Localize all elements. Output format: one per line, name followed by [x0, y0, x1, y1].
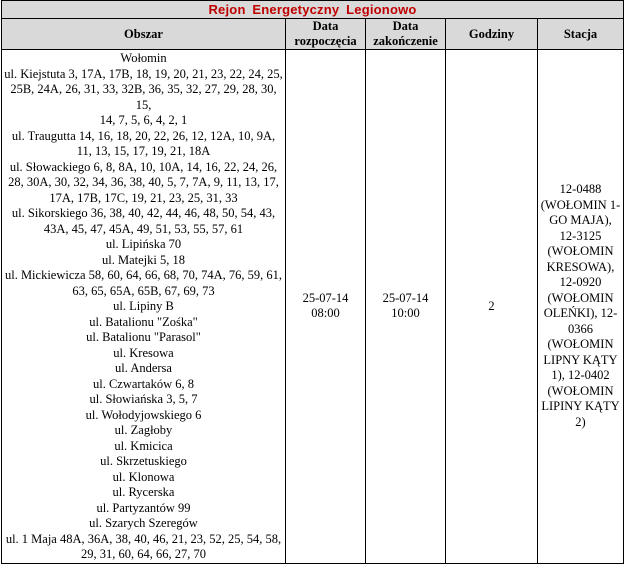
- obszar-line: ul. Partyzantów 99: [96, 500, 191, 515]
- stacja-line: (WOŁOMIN: [547, 290, 614, 305]
- obszar-line: ul. Matejki 5, 18: [102, 252, 185, 267]
- table-row: [2, 50, 624, 564]
- stacja-cell: [538, 50, 624, 564]
- obszar-line: ul. Batalionu "Zośka": [89, 314, 198, 329]
- obszar-line: ul. 1 Maja 48A, 36A, 38, 40, 46, 21, 23, 52, 25, 54, 58,: [5, 531, 282, 546]
- obszar-line: ul. Mickiewicza 58, 60, 64, 66, 68, 70, 74A, 76, 59, 61,: [4, 268, 283, 282]
- obszar-line: ul. Kiejstuta 3, 17A, 17B, 18, 19, 20, 21, 23, 22, 24, 25,: [4, 66, 283, 81]
- obszar-line: 28, 30A, 30, 32, 34, 36, 38, 40, 5, 7, 7A, 9, 11, 13, 17,: [8, 175, 279, 189]
- godziny-cell: 2: [446, 50, 538, 564]
- obszar-line: ul. Lipiny B: [113, 299, 174, 313]
- outage-table: [1, 0, 624, 564]
- obszar-line: 14, 7, 5, 6, 4, 2, 1: [99, 113, 188, 127]
- obszar-line: ul. Sikorskiego 36, 38, 40, 42, 44, 46, 48, 50, 54, 43,: [11, 206, 276, 220]
- obszar-line: ul. Zagłoby: [114, 423, 173, 437]
- obszar-line: ul. Traugutta 14, 16, 18, 20, 22, 26, 12, 12A, 10, 9A,: [11, 128, 276, 143]
- header-data-zakonczenie-line2: zakończenie: [373, 34, 438, 48]
- title-row: [2, 1, 624, 19]
- obszar-line: ul. Lipińska 70: [105, 237, 182, 251]
- obszar-line: ul. Skrzetuskiego: [100, 454, 187, 468]
- stacja-line: (WOŁOMIN 1-: [540, 197, 621, 212]
- obszar-line: ul. Rycerska: [112, 485, 175, 499]
- obszar-line: 29, 31, 60, 64, 66, 27, 70: [81, 547, 206, 561]
- obszar-line: Wołomin: [120, 51, 167, 65]
- stacja-line: (WOŁOMIN: [547, 337, 614, 352]
- header-godziny: Godziny: [446, 19, 538, 50]
- obszar-line: 17A, 17B, 17C, 19, 21, 23, 25, 31, 33: [49, 190, 238, 205]
- obszar-line: ul. Klonowa: [112, 469, 175, 484]
- obszar-line: 43A, 45, 47, 45A, 49, 51, 53, 55, 57, 61: [43, 221, 244, 236]
- obszar-line: ul. Słowiańska 3, 5, 7: [89, 392, 198, 406]
- header-stacja: Stacja: [538, 19, 624, 50]
- header-data-rozpoczecia: [286, 19, 366, 50]
- stacja-line: 1), 12-0402: [551, 368, 610, 383]
- stacja-line: (WOŁOMIN: [547, 383, 614, 398]
- obszar-line: ul. Andersa: [115, 361, 172, 375]
- data-zakonczenie-cell: 25-07-14 10:00: [366, 50, 446, 564]
- stacja-line: 12-0488: [559, 182, 602, 197]
- stacja-line: 12-3125: [559, 228, 602, 243]
- stacja-line: 12-0920: [559, 275, 602, 290]
- header-obszar: Obszar: [2, 19, 286, 50]
- obszar-line: ul. Batalionu "Parasol": [86, 330, 201, 344]
- obszar-line: ul. Czwartaków 6, 8: [92, 376, 195, 391]
- obszar-line: 11, 13, 15, 17, 19, 21, 18A: [76, 144, 211, 158]
- obszar-line: 63, 65, 65A, 65B, 67, 69, 73: [72, 283, 215, 298]
- stacja-line: KRESOWA),: [546, 259, 615, 274]
- stacja-line: 2): [575, 414, 586, 429]
- stacja-line: LIPNY KĄTY: [543, 352, 618, 367]
- outage-table-container: [1, 0, 623, 564]
- obszar-line: ul. Wołodyjowskiego 6: [85, 407, 202, 422]
- header-data-rozpoczecia-line1: Data: [312, 19, 339, 33]
- stacja-line: OLEŃKI), 12-: [543, 306, 618, 321]
- stacja-line: LIPINY KĄTY: [541, 399, 620, 414]
- obszar-cell: [2, 50, 286, 564]
- header-data-zakonczenie: [366, 19, 446, 50]
- header-row: [2, 19, 624, 50]
- header-data-zakonczenie-line1: Data: [392, 19, 419, 33]
- stacja-line: (WOŁOMIN: [547, 244, 614, 259]
- data-rozpoczecia-cell: 25-07-14 08:00: [286, 50, 366, 564]
- obszar-line: ul. Szarych Szeregów: [89, 516, 198, 530]
- obszar-line: 25B, 24A, 26, 31, 33, 32B, 36, 35, 32, 27, 29, 28, 30, 15,: [10, 82, 277, 112]
- header-data-rozpoczecia-line2: rozpoczęcia: [294, 34, 357, 48]
- obszar-line: ul. Kresowa: [113, 345, 174, 360]
- obszar-line: ul. Kmicica: [114, 438, 173, 453]
- stacja-line: GO MAJA),: [549, 213, 612, 228]
- obszar-line: ul. Słowackiego 6, 8, 8A, 10, 10A, 14, 16, 22, 24, 26,: [9, 159, 278, 174]
- table-title: Rejon Energetyczny Legionowo: [2, 1, 624, 19]
- stacja-line: 0366: [568, 321, 593, 336]
